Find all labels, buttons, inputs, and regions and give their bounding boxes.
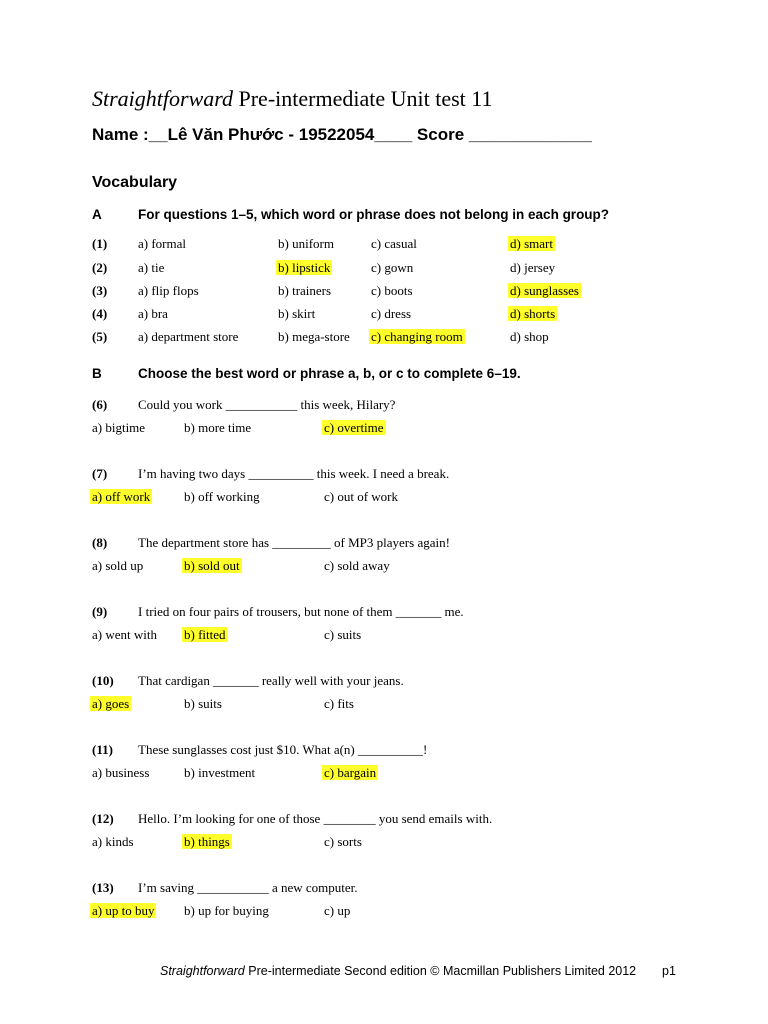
question-number: (10) [92,673,114,688]
option-a: a) sold up [92,558,144,573]
option-d: d) shop [510,329,549,344]
question-text: Hello. I’m looking for one of those ________ you send emails with. [138,811,493,826]
footer-italic: Straightforward [160,964,245,978]
option-a: a) flip flops [138,283,199,298]
highlighted-answer: a) off work [92,489,151,504]
highlighted-answer: c) overtime [324,420,384,435]
option-b [184,834,232,850]
option-b [184,558,242,574]
question-number: (8) [92,535,108,550]
option-c: c) suits [324,627,362,642]
section-b-instruction: Choose the best word or phrase a, b, or c to complete 6–19. [138,366,521,381]
test-title [92,86,492,112]
option-b [184,627,228,643]
option-d [510,306,557,322]
option-a [92,489,152,505]
question-number: (4) [92,306,108,321]
option-c: c) gown [371,260,414,275]
highlighted-answer: c) bargain [324,765,377,780]
section-b-letter: B [92,366,102,381]
question-number: (11) [92,742,113,757]
option-c: c) casual [371,236,417,251]
option-b: b) up for buying [184,903,269,918]
option-c [324,765,378,781]
option-c: c) fits [324,696,354,711]
option-a [92,696,131,712]
question-number: (6) [92,397,108,412]
question-number: (12) [92,811,114,826]
highlighted-answer: d) smart [510,236,553,251]
option-a [92,903,156,919]
highlighted-answer: b) fitted [184,627,226,642]
option-c: c) sorts [324,834,362,849]
page-number: p1 [662,964,676,978]
option-c: c) up [324,903,351,918]
question-number: (13) [92,880,114,895]
option-c: c) boots [371,283,413,298]
option-c: c) sold away [324,558,390,573]
name-score-line: Name :__Lê Văn Phước - 19522054____ Score _____________ [92,125,592,144]
option-b: b) more time [184,420,252,435]
option-d [510,236,555,252]
section-heading-vocabulary: Vocabulary [92,174,178,191]
question-text: These sunglasses cost just $10. What a(n) __________! [138,742,428,757]
option-b: b) off working [184,489,260,504]
section-a-letter: A [92,207,102,222]
highlighted-answer: b) lipstick [278,260,331,275]
question-text: I’m having two days __________ this week. I need a break. [138,466,450,481]
question-text: I’m saving ___________ a new computer. [138,880,358,895]
option-c: c) dress [371,306,412,321]
option-a: a) bra [138,306,168,321]
title-italic: Straightforward [92,86,233,111]
option-a: a) formal [138,236,187,251]
option-b: b) mega-store [278,329,350,344]
option-b [278,260,332,276]
option-a: a) business [92,765,150,780]
question-number: (9) [92,604,108,619]
highlighted-answer: d) sunglasses [510,283,579,298]
option-c [371,329,465,345]
highlighted-answer: a) goes [92,696,130,711]
option-d: d) jersey [510,260,556,275]
highlighted-answer: b) things [184,834,230,849]
highlighted-answer: d) shorts [510,306,556,321]
option-c [324,420,386,436]
question-text: That cardigan _______ really well with your jeans. [138,673,404,688]
question-text: The department store has _________ of MP3 players again! [138,535,450,550]
option-a: a) kinds [92,834,134,849]
question-number: (1) [92,236,108,251]
question-number: (5) [92,329,108,344]
option-b: b) investment [184,765,256,780]
option-a: a) went with [92,627,157,642]
question-number: (7) [92,466,108,481]
title-rest: Pre-intermediate Unit test 11 [238,86,493,111]
option-d [510,283,581,299]
section-a-instruction: For questions 1–5, which word or phrase does not belong in each group? [138,207,610,222]
option-b: b) uniform [278,236,334,251]
option-c: c) out of work [324,489,399,504]
highlighted-answer: c) changing room [371,329,463,344]
option-b: b) trainers [278,283,332,298]
question-number: (2) [92,260,108,275]
question-text: I tried on four pairs of trousers, but none of them _______ me. [138,604,464,619]
option-b: b) skirt [278,306,316,321]
question-text: Could you work ___________ this week, Hilary? [138,397,396,412]
option-b: b) suits [184,696,222,711]
page-footer [160,964,636,978]
footer-copyright: Pre-intermediate Second edition © Macmillan Publishers Limited 2012 [248,964,637,978]
option-a: a) bigtime [92,420,146,435]
option-a: a) department store [138,329,239,344]
highlighted-answer: b) sold out [184,558,240,573]
question-number: (3) [92,283,108,298]
highlighted-answer: a) up to buy [92,903,155,918]
option-a: a) tie [138,260,165,275]
